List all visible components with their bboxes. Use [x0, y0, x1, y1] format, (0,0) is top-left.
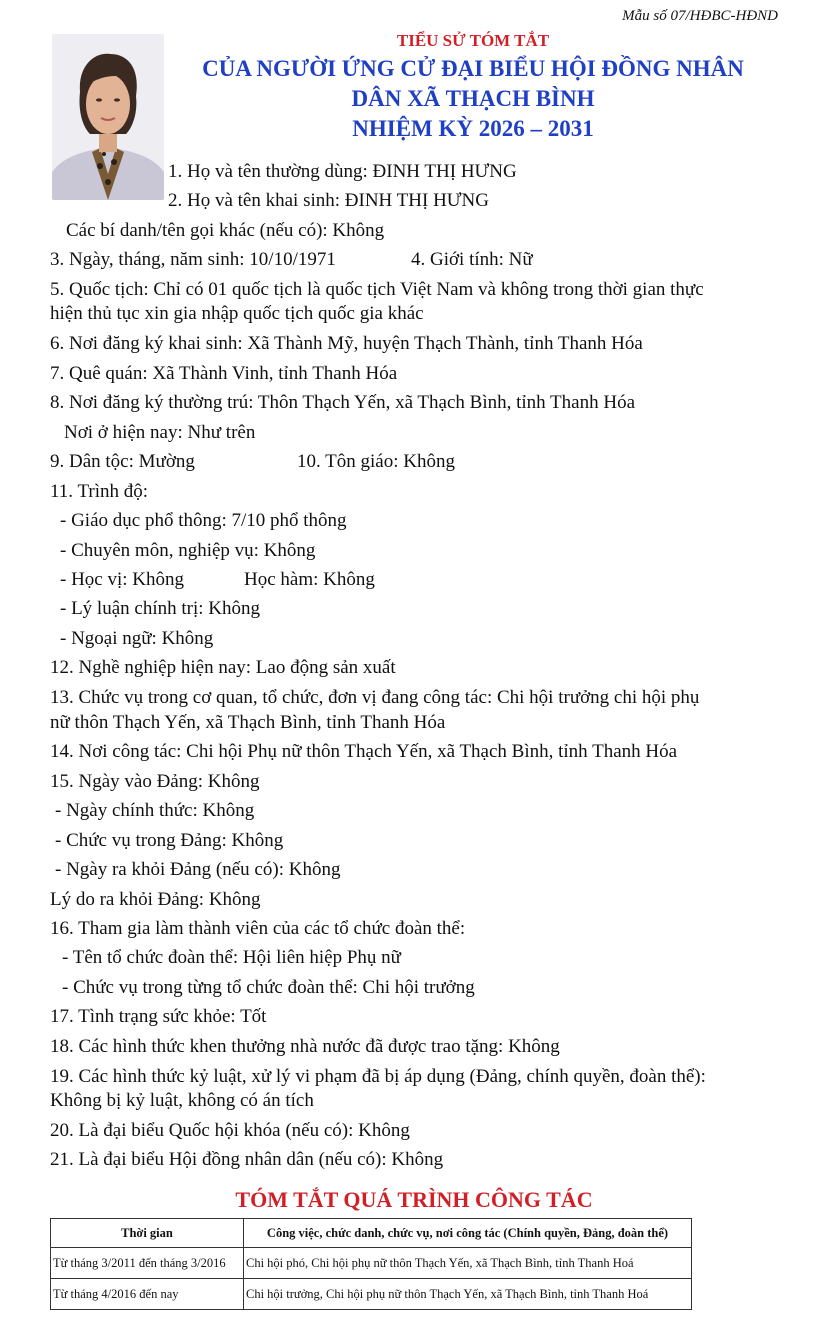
bio-party-leave-date: - Ngày ra khỏi Đảng (nếu có): Không: [55, 859, 341, 880]
candidate-portrait-photo: [52, 34, 164, 200]
bio-peoples-council: 21. Là đại biểu Hội đồng nhân dân (nếu có): Không: [50, 1149, 444, 1170]
table-header-row: [51, 1219, 692, 1248]
bio-position: 13. Chức vụ trong cơ quan, tổ chức, đơn vị đang công tác: Chi hội trưởng chi hội phụ: [50, 687, 700, 708]
bio-discipline-cont: Không bị kỷ luật, không có án tích: [50, 1090, 314, 1111]
bio-academic-title: Học hàm: Không: [244, 569, 375, 590]
bio-party-join-date: 15. Ngày vào Đảng: Không: [50, 771, 260, 792]
document-title-line-1: CỦA NGƯỜI ỨNG CỬ ĐẠI BIỂU HỘI ĐỒNG NHÂN: [202, 56, 744, 81]
cell-period: Từ tháng 4/2016 đến nay: [51, 1279, 244, 1310]
bio-gender: 4. Giới tính: Nữ: [411, 249, 533, 270]
bio-national-assembly: 20. Là đại biểu Quốc hội khóa (nếu có): Không: [50, 1120, 410, 1141]
bio-current-residence: Nơi ở hiện nay: Như trên: [64, 422, 256, 443]
document-title-line-2: DÂN XÃ THẠCH BÌNH: [351, 86, 595, 111]
column-header-period: Thời gian: [51, 1219, 244, 1248]
bio-party-position: - Chức vụ trong Đảng: Không: [55, 830, 284, 851]
column-header-duties: Công việc, chức danh, chức vụ, nơi công tác (Chính quyền, Đảng, đoàn thể): [244, 1219, 692, 1248]
bio-general-education: - Giáo dục phổ thông: 7/10 phổ thông: [60, 510, 347, 531]
document-title-label: TIỂU SỬ TÓM TẮT: [396, 31, 550, 50]
document-term-title: NHIỆM KỲ 2026 – 2031: [352, 116, 594, 141]
bio-political-theory: - Lý luận chính trị: Không: [60, 598, 260, 619]
bio-nationality: 5. Quốc tịch: Chỉ có 01 quốc tịch là quốc tịch Việt Nam và không trong thời gian thực: [50, 279, 704, 300]
bio-foreign-language: - Ngoại ngữ: Không: [60, 628, 214, 649]
bio-aliases: Các bí danh/tên gọi khác (nếu có): Không: [66, 220, 385, 241]
bio-position-cont: nữ thôn Thạch Yến, xã Thạch Bình, tỉnh Thanh Hóa: [50, 712, 446, 733]
bio-common-name: 1. Họ và tên thường dùng: ĐINH THỊ HƯNG: [168, 161, 517, 182]
bio-birth-name: 2. Họ và tên khai sinh: ĐINH THỊ HƯNG: [168, 190, 489, 211]
bio-discipline: 19. Các hình thức kỷ luật, xử lý vi phạm đã bị áp dụng (Đảng, chính quyền, đoàn thể):: [50, 1066, 706, 1087]
bio-ethnicity: 9. Dân tộc: Mường: [50, 451, 195, 472]
bio-hometown: 7. Quê quán: Xã Thành Vinh, tỉnh Thanh Hóa: [50, 363, 398, 384]
table-row: [51, 1279, 692, 1310]
table-row: [51, 1248, 692, 1279]
bio-party-leave-reason: Lý do ra khỏi Đảng: Không: [50, 889, 261, 910]
bio-organizations-heading: 16. Tham gia làm thành viên của các tổ chức đoàn thể:: [50, 918, 466, 939]
work-history-title: TÓM TẮT QUÁ TRÌNH CÔNG TÁC: [235, 1187, 593, 1212]
cell-period: Từ tháng 3/2011 đến tháng 3/2016: [51, 1248, 244, 1279]
bio-religion: 10. Tôn giáo: Không: [297, 451, 455, 472]
bio-permanent-residence: 8. Nơi đăng ký thường trú: Thôn Thạch Yến, xã Thạch Bình, tỉnh Thanh Hóa: [50, 392, 636, 413]
bio-workplace: 14. Nơi công tác: Chi hội Phụ nữ thôn Thạch Yến, xã Thạch Bình, tỉnh Thanh Hóa: [50, 741, 678, 762]
bio-occupation: 12. Nghề nghiệp hiện nay: Lao động sản xuất: [50, 657, 396, 678]
bio-professional-skill: - Chuyên môn, nghiệp vụ: Không: [60, 540, 316, 561]
bio-party-official-date: - Ngày chính thức: Không: [55, 800, 255, 821]
bio-awards: 18. Các hình thức khen thưởng nhà nước đã được trao tặng: Không: [50, 1036, 560, 1057]
bio-date-of-birth: 3. Ngày, tháng, năm sinh: 10/10/1971: [50, 249, 336, 270]
cell-duties: Chi hội phó, Chi hội phụ nữ thôn Thạch Yến, xã Thạch Bình, tỉnh Thanh Hoá: [244, 1248, 692, 1279]
bio-education-heading: 11. Trình độ:: [50, 481, 149, 502]
cell-duties: Chi hội trưởng, Chi hội phụ nữ thôn Thạch Yến, xã Thạch Bình, tỉnh Thanh Hoá: [244, 1279, 692, 1310]
work-history-table: [50, 1218, 692, 1310]
bio-organization-name: - Tên tổ chức đoàn thể: Hội liên hiệp Phụ nữ: [62, 947, 401, 968]
bio-organization-position: - Chức vụ trong từng tổ chức đoàn thể: Chi hội trưởng: [62, 977, 475, 998]
bio-health: 17. Tình trạng sức khỏe: Tốt: [50, 1006, 267, 1027]
bio-birth-registration: 6. Nơi đăng ký khai sinh: Xã Thành Mỹ, huyện Thạch Thành, tỉnh Thanh Hóa: [50, 333, 643, 354]
form-code: Mẫu số 07/HĐBC-HĐND: [622, 8, 778, 24]
bio-nationality-cont: hiện thủ tục xin gia nhập quốc tịch quốc gia khác: [50, 303, 424, 324]
bio-degree: - Học vị: Không: [60, 569, 185, 590]
